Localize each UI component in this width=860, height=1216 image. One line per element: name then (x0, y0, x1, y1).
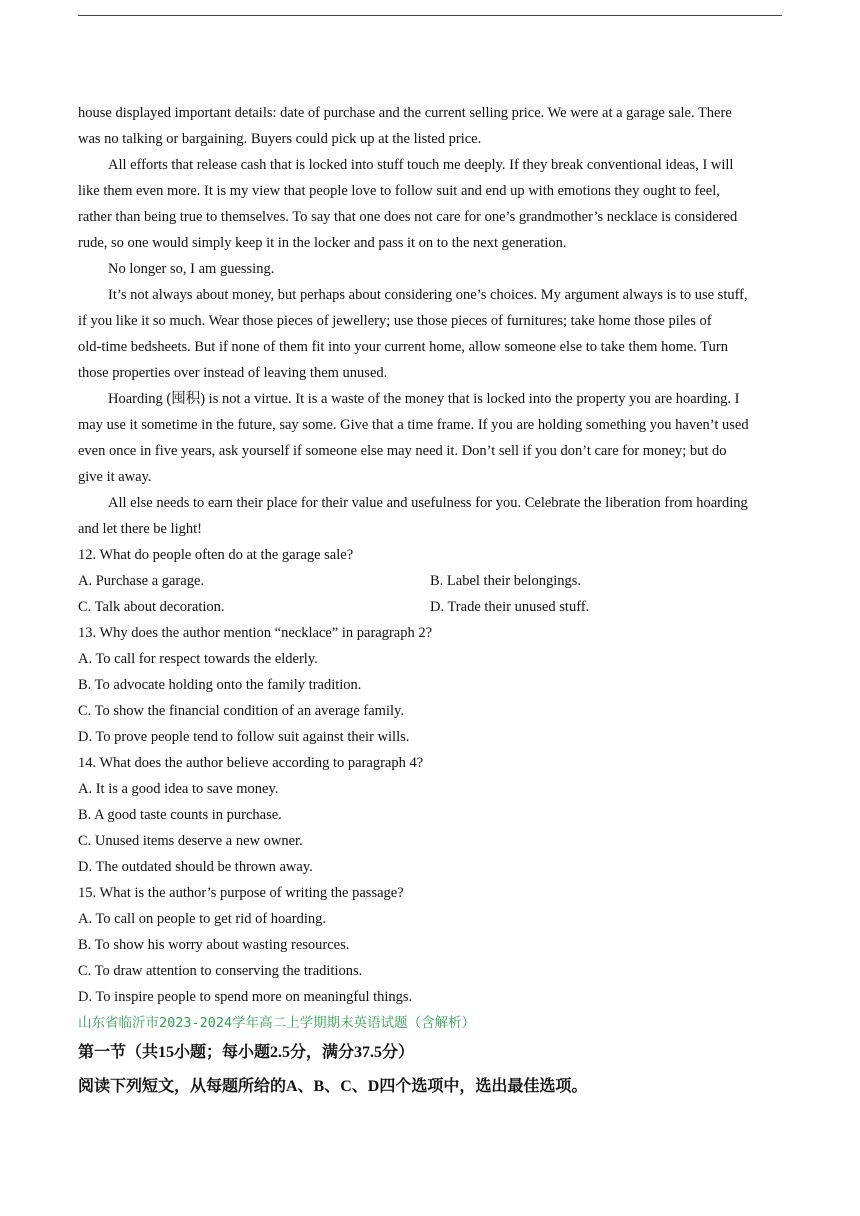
question-15 (78, 880, 782, 1010)
text-line: if you like it so much. Wear those pieces of jewellery; use those pieces of furnitures; take home those piles of (78, 313, 712, 329)
paragraph-2 (78, 152, 782, 256)
option-c: C. To show the financial condition of an average family. (78, 703, 404, 719)
option-d: D. To inspire people to spend more on meaningful things. (78, 989, 413, 1005)
paragraph-3 (78, 256, 782, 282)
option-d: D. Trade their unused stuff. (430, 599, 590, 615)
text-line: rather than being true to themselves. To say that one does not care for one’s grandmother’s necklace is considered (78, 209, 738, 225)
option-d: D. The outdated should be thrown away. (78, 859, 313, 875)
text-line: may use it sometime in the future, say some. Give that a time frame. If you are holding something you haven’t used (78, 417, 749, 433)
paragraph-6 (78, 490, 782, 542)
option-a: A. Purchase a garage. (78, 573, 205, 589)
option-a: A. To call for respect towards the elderly. (78, 651, 318, 667)
document-page (78, 100, 782, 1104)
text-line: Hoarding (囤积) is not a virtue. It is a waste of the money that is locked into the property you are hoarding. I (108, 391, 740, 407)
text-line: and let there be light! (78, 521, 203, 537)
question-stem: 13. Why does the author mention “necklace” in paragraph 2? (78, 625, 433, 641)
header-rule (78, 15, 782, 16)
source-title: 山东省临沂市2023-2024学年高二上学期期末英语试题（含解析） (78, 1015, 476, 1031)
option-a: A. To call on people to get rid of hoarding. (78, 911, 326, 927)
text-line: All efforts that release cash that is locked into stuff touch me deeply. If they break conventional ideas, I will (108, 157, 734, 173)
question-12 (78, 542, 782, 620)
text-line: like them even more. It is my view that people love to follow suit and end up with emotions they ought to feel, (78, 183, 720, 199)
text-line: No longer so, I am guessing. (108, 261, 275, 277)
text-line: It’s not always about money, but perhaps about considering one’s choices. My argument always is to use stuff, (108, 287, 748, 303)
text-line: old-time bedsheets. But if none of them fit into your current home, allow someone else to take them home. Turn (78, 339, 728, 355)
paragraph-5 (78, 386, 782, 490)
text-line: even once in five years, ask yourself if someone else may need it. Don’t sell if you don’t care for money; but do (78, 443, 727, 459)
option-b: B. Label their belongings. (430, 573, 582, 589)
text-line: was no talking or bargaining. Buyers could pick up at the listed price. (78, 131, 482, 147)
option-row (78, 594, 782, 620)
option-b: B. To show his worry about wasting resources. (78, 937, 350, 953)
paragraph-4 (78, 282, 782, 386)
option-row (78, 568, 782, 594)
text-line: rude, so one would simply keep it in the locker and pass it on to the next generation. (78, 235, 567, 251)
option-c: C. Unused items deserve a new owner. (78, 833, 303, 849)
question-14 (78, 750, 782, 880)
question-stem: 12. What do people often do at the garage sale? (78, 547, 354, 563)
option-d: D. To prove people tend to follow suit against their wills. (78, 729, 410, 745)
paragraph-1 (78, 100, 782, 152)
text-line: All else needs to earn their place for their value and usefulness for you. Celebrate the liberation from hoarding (108, 495, 748, 511)
text-line: give it away. (78, 469, 152, 485)
text-line: house displayed important details: date of purchase and the current selling price. We were at a garage sale. There (78, 105, 732, 121)
option-b: B. A good taste counts in purchase. (78, 807, 282, 823)
text-line: those properties over instead of leaving them unused. (78, 365, 388, 381)
option-b: B. To advocate holding onto the family tradition. (78, 677, 362, 693)
option-c: C. Talk about decoration. (78, 599, 225, 615)
question-stem: 14. What does the author believe according to paragraph 4? (78, 755, 424, 771)
section-instruction: 阅读下列短文，从每题所给的A、B、C、D四个选项中，选出最佳选项。 (78, 1078, 588, 1095)
question-13 (78, 620, 782, 750)
option-c: C. To draw attention to conserving the traditions. (78, 963, 363, 979)
section-heading: 第一节（共15小题；每小题2.5分，满分37.5分） (78, 1044, 415, 1061)
option-a: A. It is a good idea to save money. (78, 781, 279, 797)
question-stem: 15. What is the author’s purpose of writing the passage? (78, 885, 404, 901)
